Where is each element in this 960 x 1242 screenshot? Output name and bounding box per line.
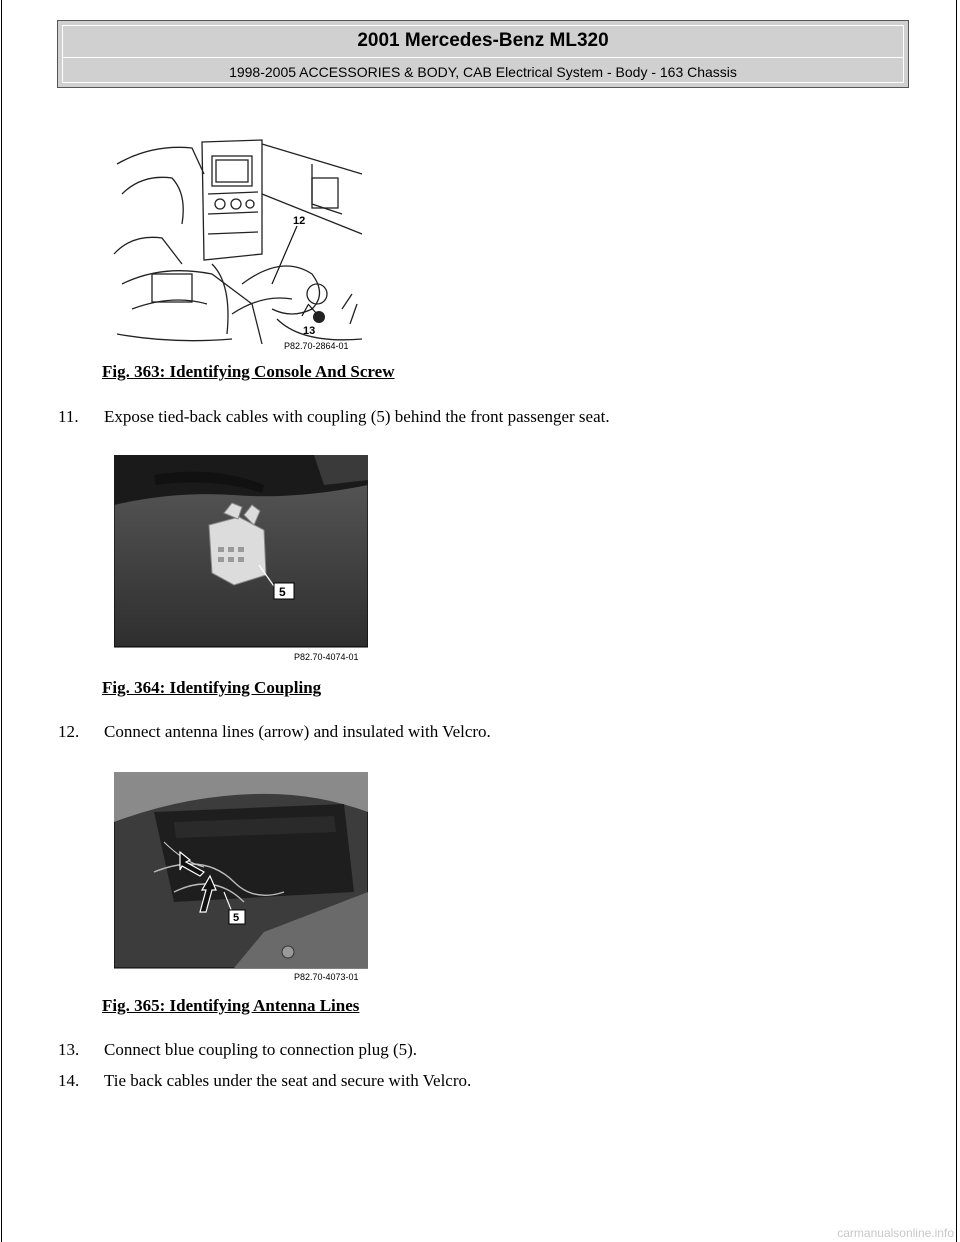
figure-code: P82.70-4073-01 xyxy=(294,972,359,982)
header-title: 2001 Mercedes-Benz ML320 xyxy=(357,30,609,51)
step-12 xyxy=(58,722,858,744)
step-11 xyxy=(58,407,858,429)
callout-12: 12 xyxy=(293,215,306,227)
callout-5: 5 xyxy=(279,585,286,599)
figure-364-coupling-photo xyxy=(114,455,368,665)
step-text: Connect blue coupling to connection plug (5). xyxy=(104,1040,418,1059)
header-inner xyxy=(62,25,904,83)
step-14 xyxy=(58,1071,858,1093)
step-number: 13. xyxy=(58,1040,80,1059)
header-subtitle: 1998-2005 ACCESSORIES & BODY, CAB Electrical System - Body - 163 Chassis xyxy=(229,64,737,80)
figure-code: P82.70-4074-01 xyxy=(294,652,359,662)
step-text: Tie back cables under the seat and secure with Velcro. xyxy=(104,1071,472,1090)
header-divider xyxy=(63,57,903,58)
coupling-photo xyxy=(114,455,368,665)
figure-365-antenna-photo xyxy=(114,772,368,986)
console-line-art xyxy=(112,134,366,354)
step-number: 14. xyxy=(58,1071,80,1090)
figure-363-caption: Fig. 363: Identifying Console And Screw xyxy=(102,362,395,381)
figure-code: P82.70-2864-01 xyxy=(284,341,349,351)
figure-363-console-drawing xyxy=(112,134,366,354)
figure-365-caption: Fig. 365: Identifying Antenna Lines xyxy=(102,996,360,1015)
step-text: Expose tied-back cables with coupling (5) behind the front passenger seat. xyxy=(104,407,610,426)
watermark-footer: carmanualsonline.info xyxy=(837,1226,954,1240)
document-header xyxy=(57,20,909,88)
step-13 xyxy=(58,1040,858,1062)
callout-5: 5 xyxy=(233,912,240,924)
figure-364-caption: Fig. 364: Identifying Coupling xyxy=(102,678,322,697)
step-text: Connect antenna lines (arrow) and insulated with Velcro. xyxy=(104,722,491,741)
callout-13: 13 xyxy=(303,325,316,337)
step-number: 12. xyxy=(58,722,80,741)
antenna-photo xyxy=(114,772,368,986)
step-number: 11. xyxy=(58,407,79,426)
